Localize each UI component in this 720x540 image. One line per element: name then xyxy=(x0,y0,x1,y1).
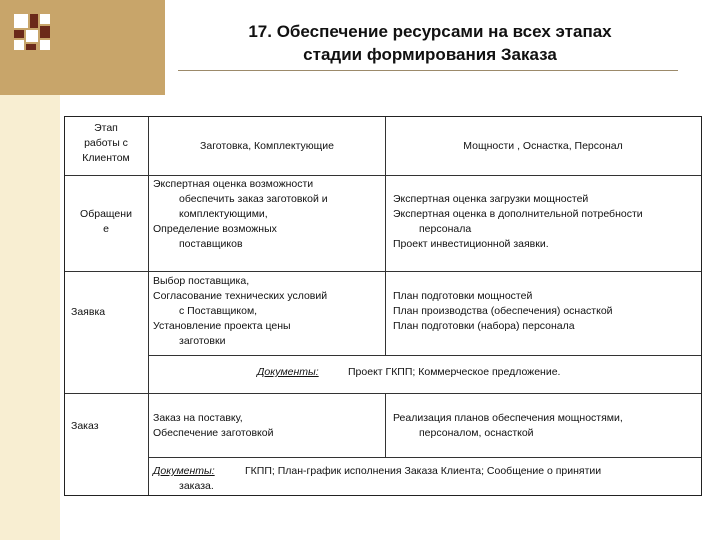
row-divider xyxy=(65,393,701,394)
column-divider xyxy=(148,117,149,495)
application-documents-text: Проект ГКПП; Коммерческое предложение. xyxy=(348,366,561,378)
column-divider xyxy=(385,117,386,355)
title-line-2: стадии формирования Заказа xyxy=(303,45,557,64)
application-col2: План подготовки мощностей План производства (обеспечения) оснасткой План подготовки (набора) персонала xyxy=(393,290,613,332)
row-divider xyxy=(65,271,701,272)
resource-table xyxy=(64,116,702,496)
application-col1: Выбор поставщика, Согласование технических условий с Поставщиком, Установление проекта цены заготовки xyxy=(153,275,328,347)
order-col1: Заказ на поставку, Обеспечение заготовкой xyxy=(153,412,274,439)
application-documents-label: Документы: xyxy=(257,366,319,378)
appeal-col2: Экспертная оценка загрузки мощностей Экспертная оценка в дополнительной потребности персонала Проект инвестиционной заявки. xyxy=(393,193,643,250)
header-col1: Заготовка, Комплектующие xyxy=(200,140,334,152)
appeal-col1: Экспертная оценка возможности обеспечить заказ заготовкой и комплектующими, Определение возможных поставщиков xyxy=(153,178,328,250)
page-title xyxy=(180,20,680,66)
row-divider xyxy=(149,355,701,356)
order-col2: Реализация планов обеспечения мощностями, персоналом, оснасткой xyxy=(393,412,623,439)
stage-application: Заявка xyxy=(71,306,106,318)
header-col2: Мощности , Оснастка, Персонал xyxy=(463,140,623,152)
order-documents-label: Документы: xyxy=(153,465,215,477)
row-divider xyxy=(65,175,701,176)
logo-icon xyxy=(14,14,50,50)
title-line-1: 17. Обеспечение ресурсами на всех этапах xyxy=(248,22,612,41)
stage-order: Заказ xyxy=(71,420,99,432)
stage-appeal: Обращени е xyxy=(80,208,132,235)
row-divider xyxy=(149,457,701,458)
title-underline xyxy=(178,70,678,71)
order-documents-text: ГКПП; План-график исполнения Заказа Клиента; Сообщение о принятии xyxy=(245,465,602,477)
column-divider xyxy=(385,393,386,457)
header-stage: Этап работы с Клиентом xyxy=(82,122,130,164)
order-documents-text-cont: заказа. xyxy=(179,480,214,492)
